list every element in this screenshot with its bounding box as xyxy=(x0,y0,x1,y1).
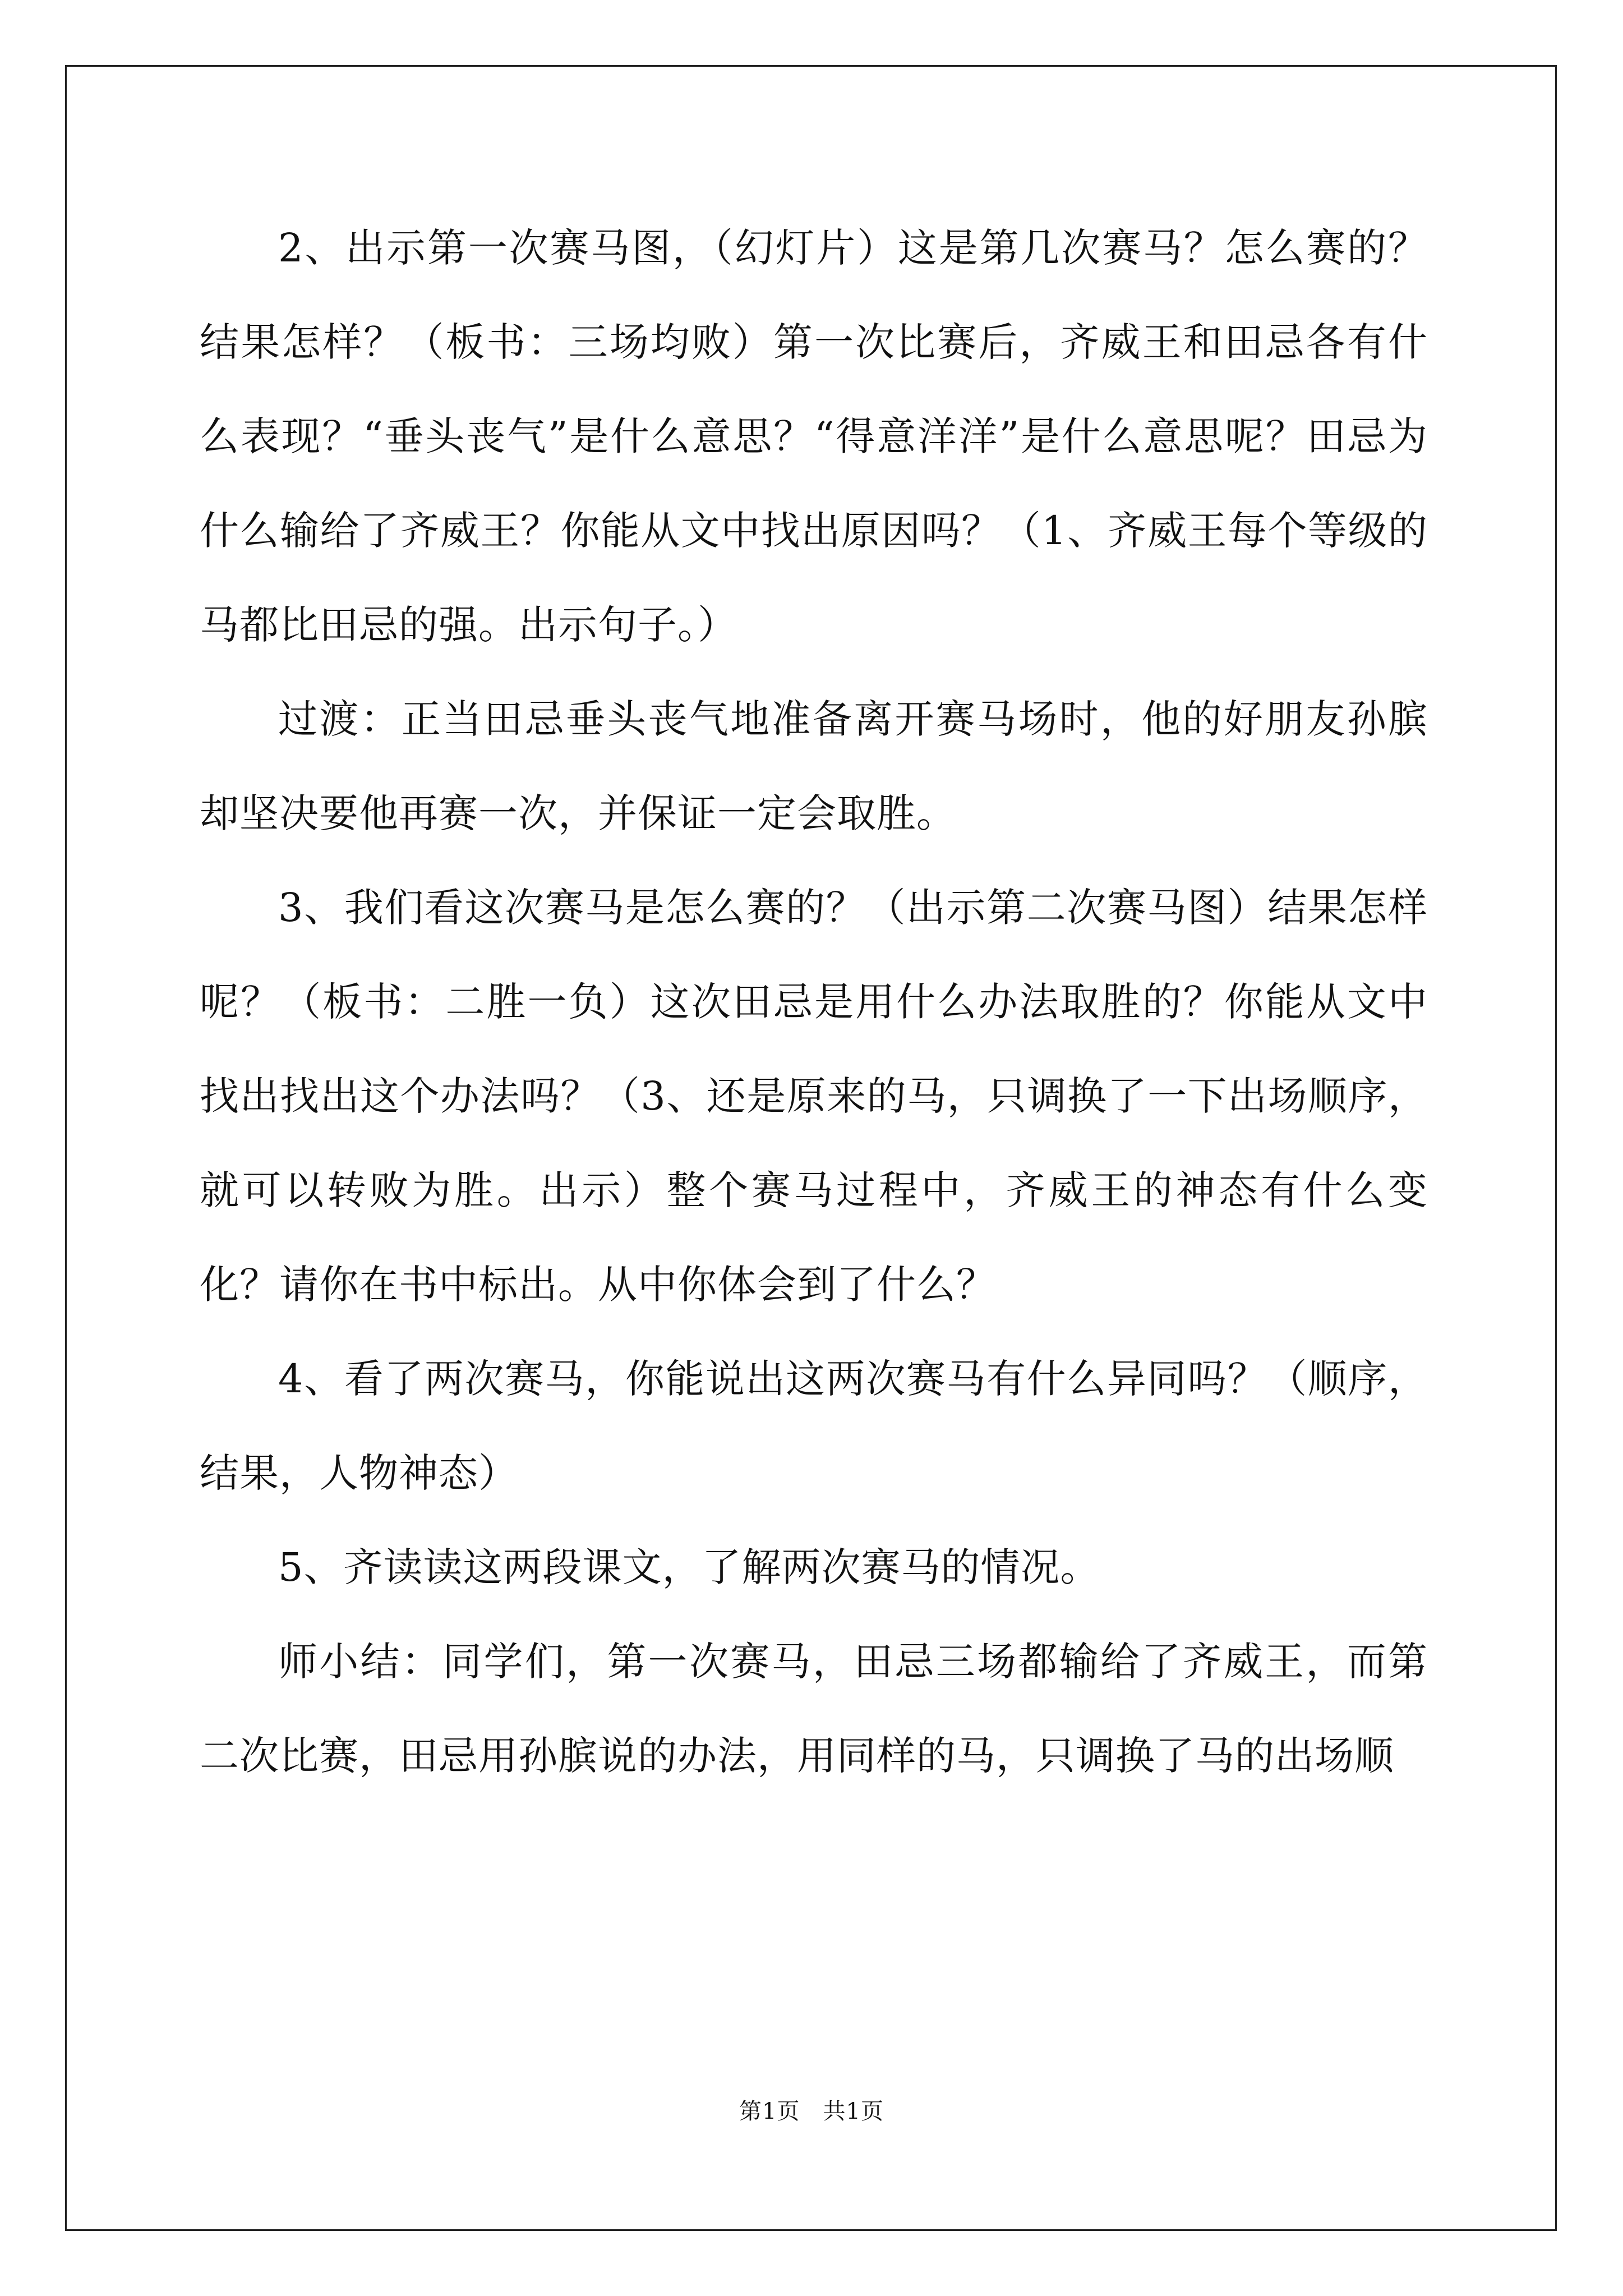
page-footer: 第1页 共1页 xyxy=(739,2099,884,2124)
paragraph-5: 5、齐读读这两段课文，了解两次赛马的情况。 xyxy=(278,1544,1100,1590)
paragraph-4: 4、看了两次赛马，你能说出这两次赛马有什么异同吗？（顺序，结果，人物神态） xyxy=(200,1356,1428,1496)
document-body xyxy=(200,201,1428,1803)
paragraph-3: 3、我们看这次赛马是怎么赛的？（出示第二次赛马图）结果怎样呢？（板书：二胜一负）这次田忌是用什么办法取胜的？你能从文中找出找出这个办法吗？（3、还是原来的马，只调换了一下出场顺序，就可以转败为胜。出示）整个赛马过程中，齐威王的神态有什么变化？请你在书中标出。从中你体会到了什么？ xyxy=(200,885,1428,1308)
paragraph-2: 过渡：正当田忌垂头丧气地准备离开赛马场时，他的好朋友孙膑却坚决要他再赛一次，并保证一定会取胜。 xyxy=(200,696,1428,836)
paragraph-1: 2、出示第一次赛马图，（幻灯片）这是第几次赛马？怎么赛的？结果怎样？（板书：三场均败）第一次比赛后，齐威王和田忌各有什么表现？“垂头丧气”是什么意思？“得意洋洋”是什么意思呢？田忌为什么输给了齐威王？你能从文中找出原因吗？（1、齐威王每个等级的马都比田忌的强。出示句子。） xyxy=(200,225,1428,648)
paragraph-6: 师小结：同学们，第一次赛马，田忌三场都输给了齐威王，而第二次比赛，田忌用孙膑说的办法，用同样的马，只调换了马的出场顺 xyxy=(200,1639,1428,1779)
